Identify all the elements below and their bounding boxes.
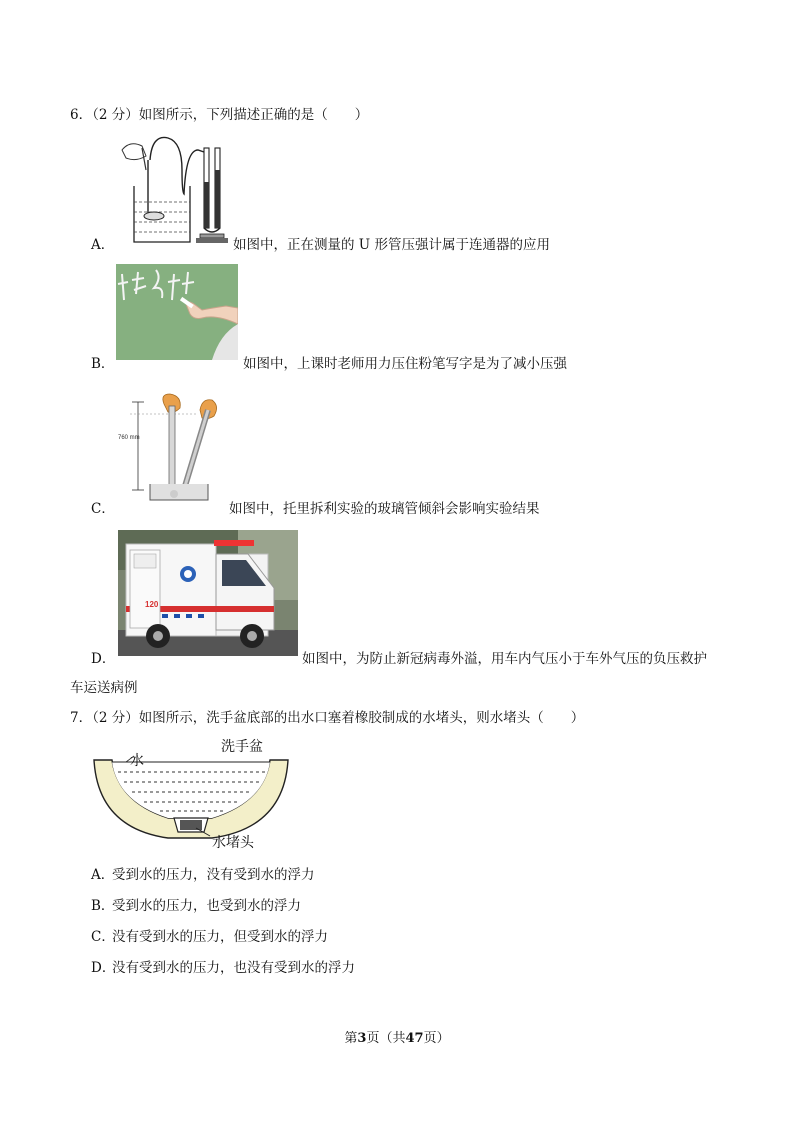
page-number: 3 <box>357 1031 367 1046</box>
q7-option-d-label: D． <box>91 960 116 976</box>
q6-option-c-text: 如图中，托里拆利实验的玻璃管倾斜会影响实验结果 <box>229 501 540 517</box>
figure-torricelli-experiment <box>116 388 226 508</box>
q6-option-d-text: 如图中，为防止新冠病毒外溢，用车内气压小于车外气压的负压救护 <box>302 651 707 667</box>
q6-option-d-label: D． <box>91 651 116 667</box>
q6-option-b-label: B． <box>91 356 115 372</box>
figure-chalk-writing <box>116 264 238 360</box>
q7-option-b-text: 受到水的压力，也受到水的浮力 <box>112 898 301 914</box>
q7-option-c-label: C． <box>91 929 115 945</box>
q7-stem: 7．（2 分）如图所示，洗手盆底部的出水口塞着橡胶制成的水堵头，则水堵头（ ） <box>70 710 585 726</box>
figure-u-tube-manometer <box>112 130 230 248</box>
q6-option-d-continuation: 车运送病例 <box>70 680 138 696</box>
q6-option-b-text: 如图中，上课时老师用力压住粉笔写字是为了减小压强 <box>243 356 567 372</box>
page-footer: 第3页（共47页） <box>344 1031 450 1046</box>
figure-water-label: 水 <box>130 752 144 768</box>
figure-washbasin <box>88 732 298 854</box>
q6-option-a-label: A． <box>91 237 115 253</box>
q6-option-c-label: C． <box>91 501 115 517</box>
q6-stem: 6．（2 分）如图所示，下列描述正确的是（ ） <box>70 107 369 123</box>
q7-option-d-text: 没有受到水的压力，也没有受到水的浮力 <box>112 960 355 976</box>
q7-option-c-text: 没有受到水的压力，但受到水的浮力 <box>112 929 328 945</box>
figure-plug-label: 水堵头 <box>212 834 254 850</box>
page-total: 47 <box>405 1031 424 1046</box>
q7-option-b-label: B． <box>91 898 115 914</box>
q7-option-a-label: A． <box>91 867 115 883</box>
figure-c-height-label: 760 mm <box>118 435 140 441</box>
q7-option-a-text: 受到水的压力，没有受到水的浮力 <box>112 867 315 883</box>
figure-ambulance <box>118 530 298 656</box>
figure-d-number: 120 <box>145 600 159 609</box>
q6-option-a-text: 如图中，正在测量的 U 形管压强计属于连通器的应用 <box>233 237 550 253</box>
figure-basin-label: 洗手盆 <box>221 738 263 754</box>
